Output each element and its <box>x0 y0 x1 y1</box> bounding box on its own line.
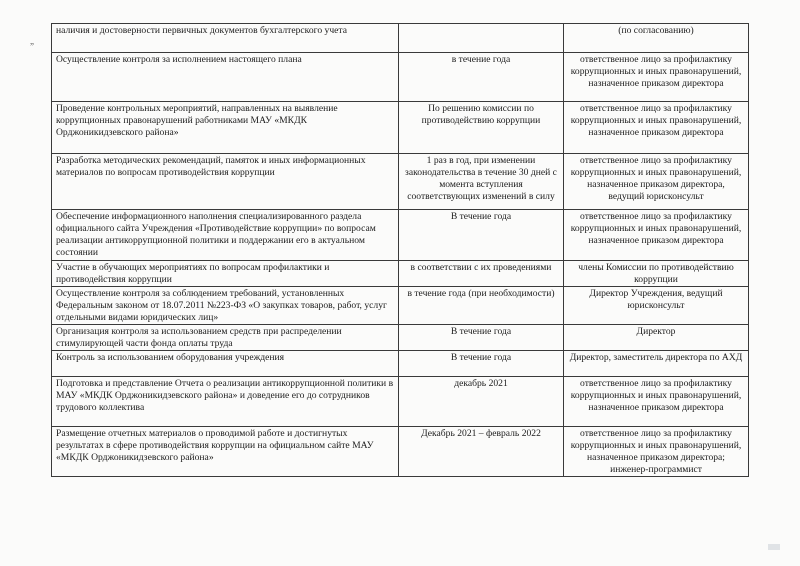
action-cell: Разработка методических рекомендаций, памяток и иных информационных материалов по вопросам противодействия коррупции <box>52 154 399 210</box>
responsible-cell: ответственное лицо за профилактику коррупционных и иных правонарушений, назначенное приказом директора <box>564 102 749 154</box>
responsible-cell: ответственное лицо за профилактику коррупционных и иных правонарушений, назначенное приказом директора <box>564 53 749 102</box>
table-row <box>52 377 749 427</box>
term-cell: В течение года <box>399 210 564 261</box>
table-row <box>52 427 749 477</box>
action-cell: Обеспечение информационного наполнения специализированного раздела официального сайта Учреждения «Противодействие коррупции» по вопросам реализации антикоррупционной политики и поддержании его в актуальном состоянии <box>52 210 399 261</box>
responsible-cell: ответственное лицо за профилактику коррупционных и иных правонарушений, назначенное приказом директора, ведущий юрисконсульт <box>564 154 749 210</box>
term-cell: В течение года <box>399 325 564 351</box>
scan-mark: „ <box>30 36 34 46</box>
responsible-cell: ответственное лицо за профилактику коррупционных и иных правонарушений, назначенное приказом директора <box>564 210 749 261</box>
anticorruption-plan-table <box>51 23 749 477</box>
action-cell: Контроль за использованием оборудования учреждения <box>52 351 399 377</box>
term-cell: В течение года <box>399 351 564 377</box>
responsible-cell: Директор, заместитель директора по АХД <box>564 351 749 377</box>
scan-smudge <box>768 544 780 550</box>
table-row <box>52 351 749 377</box>
term-cell: Декабрь 2021 – февраль 2022 <box>399 427 564 477</box>
responsible-cell: Директор Учреждения, ведущий юрисконсульт <box>564 287 749 325</box>
action-cell: Проведение контрольных мероприятий, направленных на выявление коррупционных правонарушений работниками МАУ «МКДК Орджоникидзевского района» <box>52 102 399 154</box>
table-row <box>52 325 749 351</box>
table-row <box>52 261 749 287</box>
responsible-cell: ответственное лицо за профилактику коррупционных и иных правонарушений, назначенное приказом директора <box>564 377 749 427</box>
responsible-cell: члены Комиссии по противодействию коррупции <box>564 261 749 287</box>
responsible-cell: ответственное лицо за профилактику коррупционных и иных правонарушений, назначенное приказом директора; инженер-программист <box>564 427 749 477</box>
responsible-cell: (по согласованию) <box>564 24 749 53</box>
term-cell: в течение года <box>399 53 564 102</box>
action-cell: Подготовка и представление Отчета о реализации антикоррупционной политики в МАУ «МКДК Орджоникидзевского района» и доведение его до сотрудников трудового коллектива <box>52 377 399 427</box>
table-row <box>52 53 749 102</box>
action-cell: Участие в обучающих мероприятиях по вопросам профилактики и противодействия коррупции <box>52 261 399 287</box>
action-cell: Размещение отчетных материалов о проводимой работе и достигнутых результатах в сфере противодействия коррупции на официальном сайте МАУ «МКДК Орджоникидзевского района» <box>52 427 399 477</box>
term-cell: 1 раз в год, при изменении законодательства в течение 30 дней с момента вступления соответствующих изменений в силу <box>399 154 564 210</box>
table-row <box>52 287 749 325</box>
action-cell: наличия и достоверности первичных документов бухгалтерского учета <box>52 24 399 53</box>
table-row <box>52 24 749 53</box>
table-row <box>52 210 749 261</box>
term-cell: в соответствии с их проведениями <box>399 261 564 287</box>
action-cell: Осуществление контроля за соблюдением требований, установленных Федеральным законом от 18.07.2011 №223-ФЗ «О закупках товаров, работ, услуг отдельными видами юридических лиц» <box>52 287 399 325</box>
action-cell: Осуществление контроля за исполнением настоящего плана <box>52 53 399 102</box>
action-cell: Организация контроля за использованием средств при распределении стимулирующей части фонда оплаты труда <box>52 325 399 351</box>
responsible-cell: Директор <box>564 325 749 351</box>
term-cell <box>399 24 564 53</box>
term-cell: декабрь 2021 <box>399 377 564 427</box>
table-row <box>52 154 749 210</box>
term-cell: По решению комиссии по противодействию коррупции <box>399 102 564 154</box>
table-row <box>52 102 749 154</box>
term-cell: в течение года (при необходимости) <box>399 287 564 325</box>
